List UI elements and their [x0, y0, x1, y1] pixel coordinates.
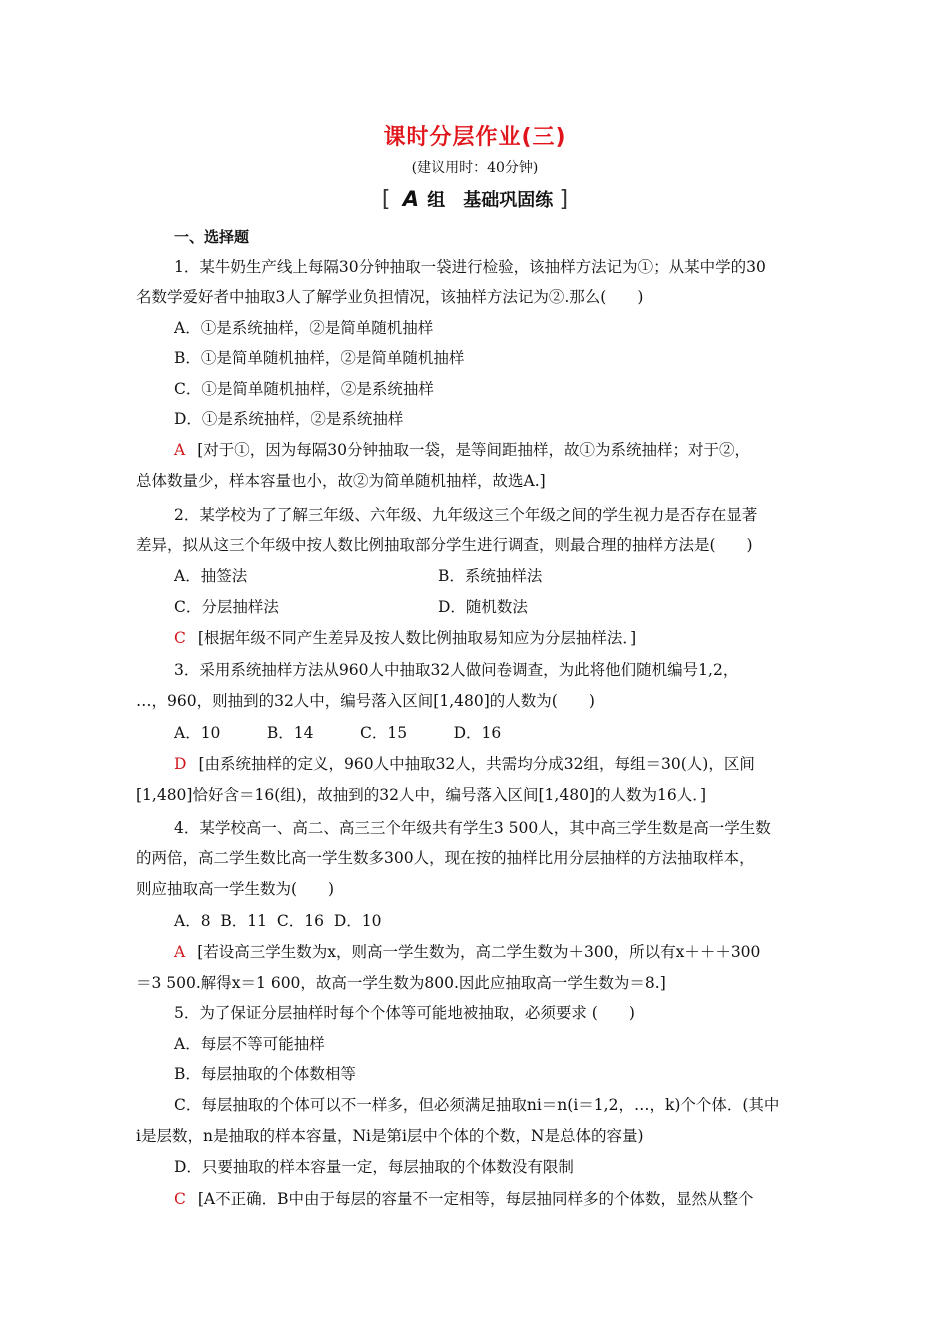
group-letter: A [402, 187, 419, 211]
q1-stem-line1: 1．某牛奶生产线上每隔30分钟抽取一袋进行检验，该抽样方法记为①；从某中学的30 [174, 258, 766, 276]
q1-option-a: A．①是系统抽样，②是简单随机抽样 [174, 319, 434, 337]
bracket-open: [ [381, 187, 391, 212]
suggested-time: (建议用时：40分钟) [411, 160, 539, 176]
q3-answer: D [174, 755, 187, 773]
q1-explanation-line1 [174, 439, 854, 461]
q5-stem: 5．为了保证分层抽样时每个个体等可能地被抽取，必须要求 ( ) [174, 1004, 635, 1022]
group-banner [0, 186, 950, 212]
q5-explanation-line1 [174, 1188, 854, 1210]
q2-option-d: D．随机数法 [438, 598, 528, 616]
q2-explanation [174, 627, 854, 649]
q3-explanation-line1 [174, 753, 854, 775]
q4-explanation-line2: ＝3 500.解得x＝1 600，故高一学生数为800.因此应抽取高一学生数为＝8.] [136, 974, 666, 992]
q2-option-c: C．分层抽样法 [174, 598, 279, 616]
q5-option-c-line1: C．每层抽取的个体可以不一样多，但必须满足抽取ni＝n(i＝1,2，…，k)个个体．(其中 [174, 1096, 780, 1114]
q1-option-b: B．①是简单随机抽样，②是简单随机抽样 [174, 349, 465, 367]
q4-stem-line3: 则应抽取高一学生数为( ) [136, 880, 335, 898]
q4-answer: A [174, 943, 186, 961]
q5-option-c-line2: i是层数，n是抽取的样本容量，Ni是第i层中个体的个数，N是总体的容量) [136, 1127, 644, 1145]
q5-option-b: B．每层抽取的个体数相等 [174, 1065, 356, 1083]
section-heading: 一、选择题 [174, 228, 250, 246]
q3-explanation-line2: [1,480]恰好含＝16(组)，故抽到的32人中，编号落入区间[1,480]的人数为16人．] [136, 786, 706, 804]
q2-option-a: A．抽签法 [174, 567, 248, 585]
q5-exp1: [A不正确．B中由于每层的容量不一定相等，每层抽同样多的个体数，显然从整个 [197, 1190, 754, 1208]
q2-stem-line1: 2．某学校为了了解三年级、六年级、九年级这三个年级之间的学生视力是否存在显著 [174, 506, 758, 524]
q1-option-d: D．①是系统抽样，②是系统抽样 [174, 410, 404, 428]
q4-stem-line2: 的两倍，高二学生数比高一学生数多300人，现在按的抽样比用分层抽样的方法抽取样本， [136, 849, 755, 867]
q3-exp1: [由系统抽样的定义，960人中抽取32人，共需均分成32组，每组＝30(人)，区间 [198, 755, 755, 773]
bracket-close: ] [559, 187, 569, 212]
q5-option-a: A．每层不等可能抽样 [174, 1035, 325, 1053]
q4-options: A．8 B．11 C．16 D．10 [174, 912, 382, 930]
q1-explanation-line2: 总体数量少，样本容量也小，故②为简单随机抽样，故选A.] [136, 472, 546, 490]
q3-options: A．10 B．14 C．15 D．16 [174, 724, 502, 742]
q2-stem-line2: 差异，拟从这三个年级中按人数比例抽取部分学生进行调查，则最合理的抽样方法是( ) [136, 536, 753, 554]
q1-option-c: C．①是简单随机抽样，②是系统抽样 [174, 380, 434, 398]
q1-exp1: [对于①，因为每隔30分钟抽取一袋，是等间距抽样，故①为系统抽样；对于②， [197, 441, 750, 459]
q1-answer: A [174, 441, 186, 459]
q3-stem-line2: …，960，则抽到的32人中，编号落入区间[1,480]的人数为( ) [136, 692, 595, 710]
q2-option-b: B．系统抽样法 [438, 567, 543, 585]
q4-stem-line1: 4．某学校高一、高二、高三三个年级共有学生3 500人，其中高三学生数是高一学生数 [174, 819, 771, 837]
group-label: 组 基础巩固练 [427, 190, 554, 211]
q3-stem-line1: 3．采用系统抽样方法从960人中抽取32人做问卷调查，为此将他们随机编号1,2， [174, 661, 739, 679]
q5-option-d: D．只要抽取的样本容量一定，每层抽取的个体数没有限制 [174, 1158, 574, 1176]
page-title: 课时分层作业(三) [383, 125, 567, 150]
q4-explanation-line1 [174, 941, 854, 963]
q2-exp1: [根据年级不同产生差异及按人数比例抽取易知应为分层抽样法．] [197, 629, 637, 647]
q2-answer: C [174, 629, 186, 647]
q1-stem-line2: 名数学爱好者中抽取3人了解学业负担情况，该抽样方法记为②.那么( ) [136, 288, 644, 306]
q5-answer: C [174, 1190, 186, 1208]
q4-exp1: [若设高三学生数为x，则高一学生数为，高二学生数为＋300，所以有x＋＋＋300 [197, 943, 761, 961]
